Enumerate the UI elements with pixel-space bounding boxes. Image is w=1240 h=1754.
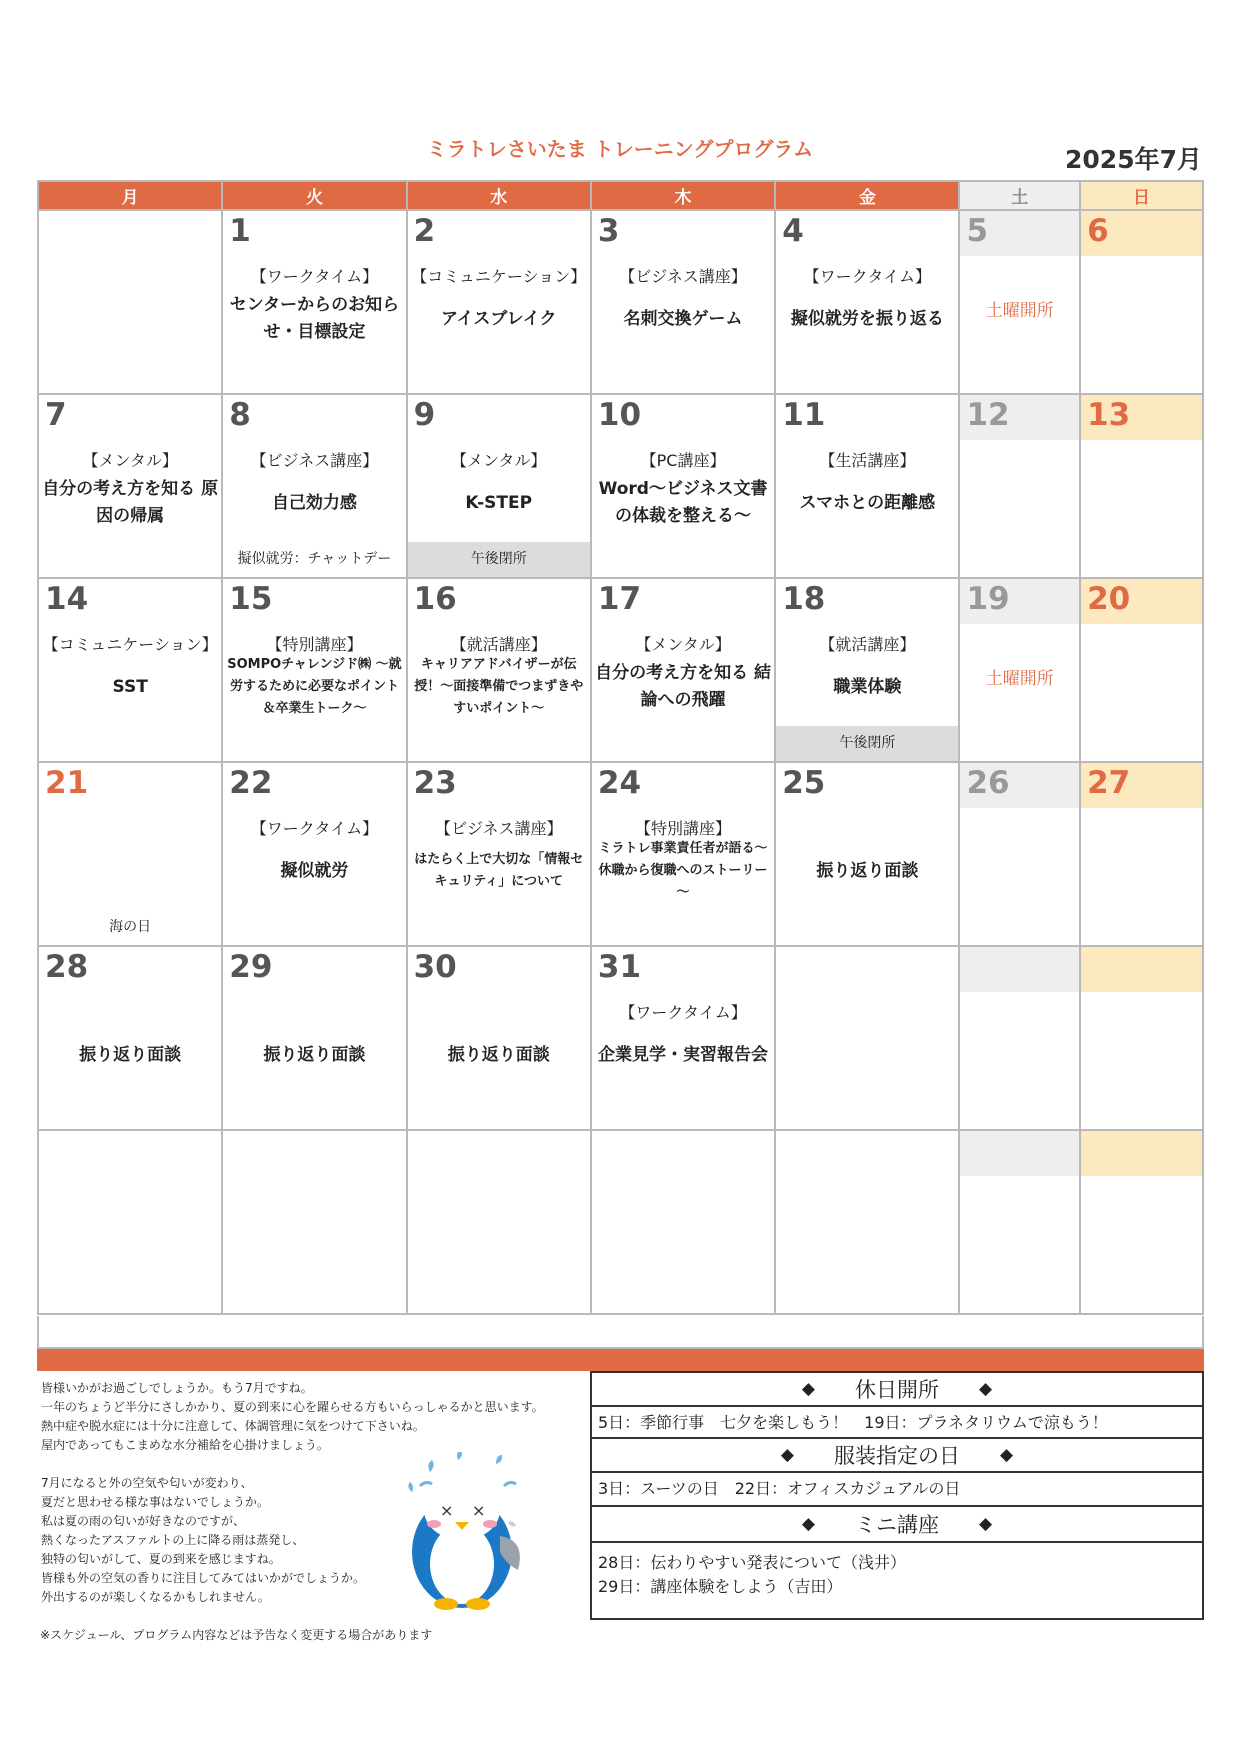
program-category: 【ワークタイム】 xyxy=(803,267,932,286)
sunday-band xyxy=(1081,947,1202,992)
day-cell xyxy=(775,1130,959,1314)
saturday-band xyxy=(960,1131,1079,1176)
info-box xyxy=(590,1371,1204,1620)
program-category: 【ワークタイム】 xyxy=(250,819,379,838)
program-title: アイスブレイク xyxy=(441,308,557,329)
program-category: 【生活講座】 xyxy=(819,451,916,470)
day-cell xyxy=(222,578,406,762)
sweating-penguin-illustration xyxy=(400,1452,540,1612)
day-cell xyxy=(1080,210,1203,394)
program-category: 【ビジネス講座】 xyxy=(250,451,379,470)
mini-line: 29日：講座体験をしよう（吉田） xyxy=(598,1577,843,1596)
program-category: 【就活講座】 xyxy=(450,635,547,654)
day-cell xyxy=(591,578,775,762)
page-title: ミラトレさいたま トレーニングプログラム xyxy=(426,137,814,161)
message-line: 外出するのが楽しくなるかもしれません。 xyxy=(41,1590,270,1604)
program-category: 【コミュニケーション】 xyxy=(411,267,587,286)
day-cell xyxy=(1080,762,1203,946)
day-number: 6 xyxy=(1087,213,1109,249)
day-number: 18 xyxy=(782,581,826,617)
day-cell xyxy=(407,1130,591,1314)
week-row xyxy=(38,762,1203,946)
program-title: 職業体験 xyxy=(833,676,902,697)
day-cell xyxy=(1080,578,1203,762)
message-line: 私は夏の雨の匂いが好きなのですが、 xyxy=(41,1514,246,1528)
cell-footer-note: 擬似就労：チャットデー xyxy=(237,551,392,567)
cell-footer-note: 午後閉所 xyxy=(408,542,590,577)
program-category: 【メンタル】 xyxy=(635,635,731,654)
svg-text:×: × xyxy=(440,1501,454,1520)
day-cell xyxy=(222,394,406,578)
program-title: 振り返り面談 xyxy=(816,860,919,881)
day-number: 2 xyxy=(413,213,436,249)
message-line: 夏だと思わせる様な事はないでしょうか。 xyxy=(41,1495,270,1509)
day-number: 22 xyxy=(229,765,273,801)
day-cell xyxy=(591,210,775,394)
day-number: 23 xyxy=(413,765,457,801)
day-number: 9 xyxy=(413,397,436,433)
saturday-open-notice: 土曜開所 xyxy=(985,669,1054,689)
day-number: 5 xyxy=(966,213,989,249)
day-cell xyxy=(222,210,406,394)
weekday-tue: 火 xyxy=(222,181,406,210)
day-cell xyxy=(775,762,959,946)
month-label: 2025年7月 xyxy=(1065,145,1202,174)
day-number: 3 xyxy=(597,213,620,249)
sunday-band xyxy=(1081,1131,1202,1176)
cell-footer-note: 午後閉所 xyxy=(776,726,958,761)
day-cell xyxy=(407,762,591,946)
day-number: 21 xyxy=(45,765,89,801)
message-line: 一年のちょうど半分にさしかかり、夏の到来に心を躍らせる方もいらっしゃるかと思います。 xyxy=(41,1400,544,1414)
message-line: 7月になると外の空気や匂いが変わり、 xyxy=(41,1476,253,1490)
week-row xyxy=(38,394,1203,578)
day-number: 31 xyxy=(597,949,642,985)
day-cell xyxy=(38,578,222,762)
message-line: 皆様も外の空気の香りに注目してみてはいかがでしょうか。 xyxy=(41,1571,366,1585)
program-title: 擬似就労 xyxy=(280,860,349,881)
holiday-body: 5日：季節行事 七夕を楽しもう！ 19日：プラネタリウムで涼もう！ xyxy=(598,1413,1108,1432)
day-number: 8 xyxy=(229,397,251,433)
day-cell xyxy=(222,946,406,1130)
program-title: 振り返り面談 xyxy=(263,1044,366,1065)
cell-footer-note: 海の日 xyxy=(109,919,152,935)
holiday-body-row xyxy=(592,1405,1202,1437)
day-number: 15 xyxy=(229,581,273,617)
program-title: 自分の考え方を知る 原因の帰属 xyxy=(42,479,219,526)
day-number: 4 xyxy=(782,213,804,249)
program-category: 【特別講座】 xyxy=(635,819,732,838)
day-cell xyxy=(591,394,775,578)
day-cell xyxy=(38,210,222,394)
week-row xyxy=(38,1130,1203,1314)
day-cell xyxy=(407,394,591,578)
day-number: 27 xyxy=(1087,765,1131,801)
day-cell xyxy=(959,1130,1080,1314)
program-category: 【ビジネス講座】 xyxy=(619,267,747,286)
holiday-title: 休日開所 xyxy=(855,1378,939,1402)
program-category: 【ビジネス講座】 xyxy=(434,819,563,838)
day-number: 1 xyxy=(229,213,251,249)
message-header-bar xyxy=(37,1349,590,1371)
dress-title: 服装指定の日 xyxy=(834,1444,960,1468)
day-cell xyxy=(959,394,1080,578)
mini-body-row xyxy=(592,1541,1202,1618)
info-header-bar xyxy=(590,1349,1204,1371)
day-number: 25 xyxy=(782,765,826,801)
program-title: はたらく上で大切な「情報セキュリティ」について xyxy=(414,852,584,889)
day-number: 24 xyxy=(597,765,642,801)
message-line: 独特の匂いがして、夏の到来を感じますね。 xyxy=(41,1552,281,1566)
day-number: 30 xyxy=(413,949,457,985)
program-category: 【メンタル】 xyxy=(451,451,547,470)
dress-title-row xyxy=(592,1437,1202,1471)
program-category: 【特別講座】 xyxy=(266,635,363,654)
diamond-icon: ◆ xyxy=(979,1514,993,1534)
day-number: 28 xyxy=(45,949,89,985)
mini-title-row xyxy=(592,1505,1202,1541)
message-line: 熱中症や脱水症には十分に注意して、体調管理に気をつけて下さいね。 xyxy=(41,1419,425,1433)
day-cell xyxy=(1080,946,1203,1130)
day-number: 14 xyxy=(45,581,89,617)
day-cell xyxy=(775,394,959,578)
program-category: 【PC講座】 xyxy=(640,451,726,470)
diamond-icon: ◆ xyxy=(801,1379,815,1399)
day-number: 16 xyxy=(413,581,457,617)
day-cell xyxy=(38,1130,222,1314)
program-title: 振り返り面談 xyxy=(79,1044,182,1065)
calendar-bottom-strip xyxy=(37,1316,1204,1349)
week-row xyxy=(38,210,1203,394)
program-title: ミラトレ事業責任者が語る～休職から復職へのストーリー～ xyxy=(598,841,768,900)
program-category: 【ワークタイム】 xyxy=(619,1003,747,1022)
day-cell xyxy=(1080,1130,1203,1314)
program-title: 自分の考え方を知る 結論への飛躍 xyxy=(595,663,771,710)
day-cell xyxy=(1080,394,1203,578)
day-number: 11 xyxy=(782,397,826,433)
day-number: 19 xyxy=(966,581,1010,617)
day-number: 29 xyxy=(229,949,273,985)
day-number: 13 xyxy=(1087,397,1131,433)
message-line: 皆様いかがお過ごしでしょうか。もう7月ですね。 xyxy=(41,1381,313,1395)
week-row xyxy=(38,946,1203,1130)
saturday-open-notice: 土曜開所 xyxy=(985,301,1054,321)
weekday-sun: 日 xyxy=(1080,181,1203,210)
day-cell xyxy=(38,394,222,578)
program-title: 自己効力感 xyxy=(271,492,357,513)
day-number: 10 xyxy=(597,397,642,433)
day-number: 7 xyxy=(45,397,67,433)
program-title: K-STEP xyxy=(465,492,533,513)
diamond-icon: ◆ xyxy=(979,1379,993,1399)
program-title: キャリアアドバイザーが伝授！～面接準備でつまずきやすいポイント～ xyxy=(414,657,584,716)
program-title: Word～ビジネス文書の体裁を整える～ xyxy=(598,479,768,526)
saturday-band xyxy=(960,947,1079,992)
program-title: センターからのお知らせ・目標設定 xyxy=(229,295,400,342)
program-category: 【就活講座】 xyxy=(819,635,916,654)
program-category: 【ワークタイム】 xyxy=(250,267,379,286)
day-number: 26 xyxy=(966,765,1010,801)
dress-body: 3日：スーツの日 22日：オフィスカジュアルの日 xyxy=(598,1479,961,1498)
message-line: 熱くなったアスファルトの上に降る雨は蒸発し、 xyxy=(41,1533,305,1547)
program-title: SOMPOチャレンジド㈱ ～就労するために必要なポイント＆卒業生トーク～ xyxy=(227,657,402,716)
day-number: 20 xyxy=(1087,581,1131,617)
day-cell xyxy=(38,762,222,946)
weekday-header xyxy=(38,181,1203,210)
day-cell xyxy=(407,210,591,394)
day-cell xyxy=(959,578,1080,762)
weekday-sat: 土 xyxy=(959,181,1080,210)
weekday-thu: 木 xyxy=(591,181,775,210)
day-cell xyxy=(959,762,1080,946)
calendar-table xyxy=(37,180,1204,1315)
diamond-icon: ◆ xyxy=(780,1445,794,1465)
day-cell xyxy=(591,946,775,1130)
program-category: 【メンタル】 xyxy=(82,451,178,470)
day-cell xyxy=(407,578,591,762)
day-cell xyxy=(407,946,591,1130)
mini-line: 28日：伝わりやすい発表について（浅井） xyxy=(598,1553,907,1572)
program-title: 企業見学・実習報告会 xyxy=(598,1044,769,1065)
week-row xyxy=(38,578,1203,762)
day-cell xyxy=(959,946,1080,1130)
day-cell xyxy=(959,210,1080,394)
day-cell xyxy=(775,578,959,762)
day-cell xyxy=(775,210,959,394)
day-cell xyxy=(222,762,406,946)
weekday-mon: 月 xyxy=(38,181,222,210)
day-cell xyxy=(591,1130,775,1314)
footnote: ※スケジュール、プログラム内容などは予告なく変更する場合があります xyxy=(40,1628,433,1642)
program-title: スマホとの距離感 xyxy=(799,492,936,513)
day-number: 17 xyxy=(597,581,642,617)
program-title: SST xyxy=(112,676,148,697)
weekday-wed: 水 xyxy=(407,181,591,210)
day-cell xyxy=(38,946,222,1130)
program-category: 【コミュニケーション】 xyxy=(42,635,218,654)
diamond-icon: ◆ xyxy=(801,1514,815,1534)
day-cell xyxy=(222,1130,406,1314)
message-line: 屋内であってもこまめな水分補給を心掛けましょう。 xyxy=(41,1438,329,1452)
day-number: 12 xyxy=(966,397,1010,433)
svg-text:×: × xyxy=(472,1501,486,1520)
day-cell xyxy=(591,762,775,946)
weekday-fri: 金 xyxy=(775,181,959,210)
diamond-icon: ◆ xyxy=(1000,1445,1014,1465)
mini-title: ミニ講座 xyxy=(855,1513,939,1537)
program-title: 擬似就労を振り返る xyxy=(790,308,944,329)
dress-body-row xyxy=(592,1471,1202,1505)
day-cell xyxy=(775,946,959,1130)
holiday-title-row xyxy=(592,1371,1202,1405)
program-title: 振り返り面談 xyxy=(447,1044,550,1065)
program-title: 名刺交換ゲーム xyxy=(623,308,743,329)
